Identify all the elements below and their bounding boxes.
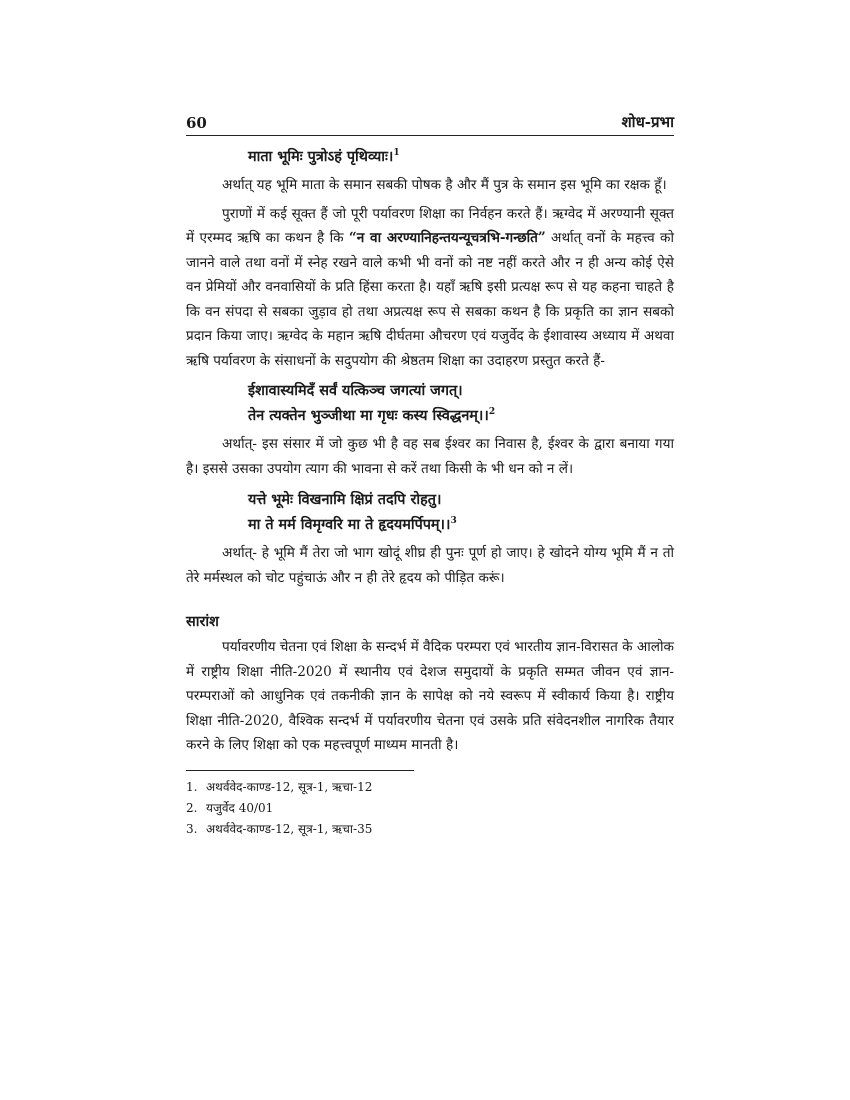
page [186, 112, 674, 840]
verse-2 [186, 378, 674, 428]
footnote-1: 1. अथर्ववेद-काण्ड-12, सूत्र-1, ऋचा-12 [186, 779, 373, 794]
paragraph-2: पुराणों में कई सूक्त हैं जो पूरी पर्यावरण शिक्षा का निर्वहन करते हैं। ऋग्वेद में अरण्यानी सूक्त में एरम्मद ऋषि का कथन है कि “न वा अरण्यानिहन्तयन्यूचत्रभि-गन्छति” अर्थात् वनों के महत्त्व को जानने वाले तथा वनों में स्नेह रखने वाले कभी भी वनों को नष्ट नहीं करते और न ही अन्य कोई ऐसे वन प्रेमियों और वनवासियों के प्रति हिंसा करता है। यहाँ ऋषि इसी प्रत्यक्ष रूप से यह कहना चाहते है कि वन संपदा से सबका जुड़ाव हो तथा अप्रत्यक्ष रूप से सबका कथन है कि प्रकृति का ज्ञान सबको प्रदान किया जाए। ऋग्वेद के महान ऋषि दीर्घतमा औचरण एवं यजुर्वेद के ईशावास्य अध्याय में अथवा ऋषि पर्यावरण के संसाधनों के सदुपयोग की श्रेष्ठतम शिक्षा का उदाहरण प्रस्तुत करते हैं- [186, 205, 674, 369]
footnote-3: 3. अथर्ववेद-काण्ड-12, सूत्र-1, ऋचा-35 [186, 821, 373, 836]
verse-3 [186, 487, 674, 537]
verse-3-line-1: यत्ते भूमेः विखनामि क्षिप्रं तदपि रोहतु। [248, 491, 442, 508]
verse-2-line-2: तेन त्यक्तेन भुञ्जीथा मा गृधः कस्य स्विद्धनम्।।$^2$ [248, 407, 496, 424]
footnote-ref-1: 1 [393, 148, 400, 159]
verse-2-line-1: ईशावास्यमिदॅं सर्वं यत्किञ्च जगत्यां जगत्। [248, 382, 463, 399]
paragraph-4: अर्थात्- हे भूमि मैं तेरा जो भाग खोदूं शीघ्र ही पुनः पूर्ण हो जाए। हे खोदने योग्य भूमि मैं न तो तेरे मर्मस्थल को चोट पहुंचाऊं और न ही तेरे हृदय को पीड़ित करूं। [186, 545, 674, 586]
verse-3-line-2: मा ते मर्म विमृग्वरि मा ते हृदयमर्पिपम्।।$^3$ [248, 516, 457, 533]
sanskrit-quote: “न वा अरण्यानिहन्तयन्यूचत्रभि-गन्छति” [348, 230, 546, 246]
footnote-ref-2: 2 [488, 407, 496, 418]
footnote-divider [186, 770, 414, 771]
journal-title: शोध-प्रभा [621, 113, 674, 131]
running-header [186, 112, 674, 136]
paragraph-1: अर्थात् यह भूमि माता के समान सबकी पोषक है और मैं पुत्र के समान इस भूमि का रक्षक हूँ। [222, 177, 667, 193]
summary-paragraph: पर्यावरणीय चेतना एवं शिक्षा के सन्दर्भ में वैदिक परम्परा एवं भारतीय ज्ञान-विरासत के आलोक में राष्ट्रीय शिक्षा नीति-2020 में स्थानीय एवं देशज समुदायों के प्रकृति सम्मत जीवन एवं ज्ञान-परम्पराओं को आधुनिक एवं तकनीकी ज्ञान के सापेक्ष को नये स्वरूप में स्वीकार्य किया है। राष्ट्रीय शिक्षा नीति-2020, वैश्विक सन्दर्भ में पर्यावरणीय चेतना एवं उसके प्रति संवेदनशील नागरिक तैयार करने के लिए शिक्षा को एक महत्त्वपूर्ण माध्यम मानती है। [186, 639, 674, 753]
footnote-2: 2. यजुर्वेद 40/01 [186, 800, 274, 815]
footnote-ref-3: 3 [450, 516, 457, 527]
verse-1: माता भूमिः पुत्रोऽहं पृथिव्याः।$^1$ [248, 148, 400, 165]
summary-heading: सारांश [186, 613, 219, 630]
footnotes [186, 777, 674, 840]
page-number: 60 [186, 114, 207, 132]
paragraph-3: अर्थात्- इस संसार में जो कुछ भी है वह सब ईश्वर का निवास है, ईश्वर के द्वारा बनाया गया है। इससे उसका उपयोग त्याग की भावना से करें तथा किसी के भी धन को न लें। [186, 436, 674, 477]
